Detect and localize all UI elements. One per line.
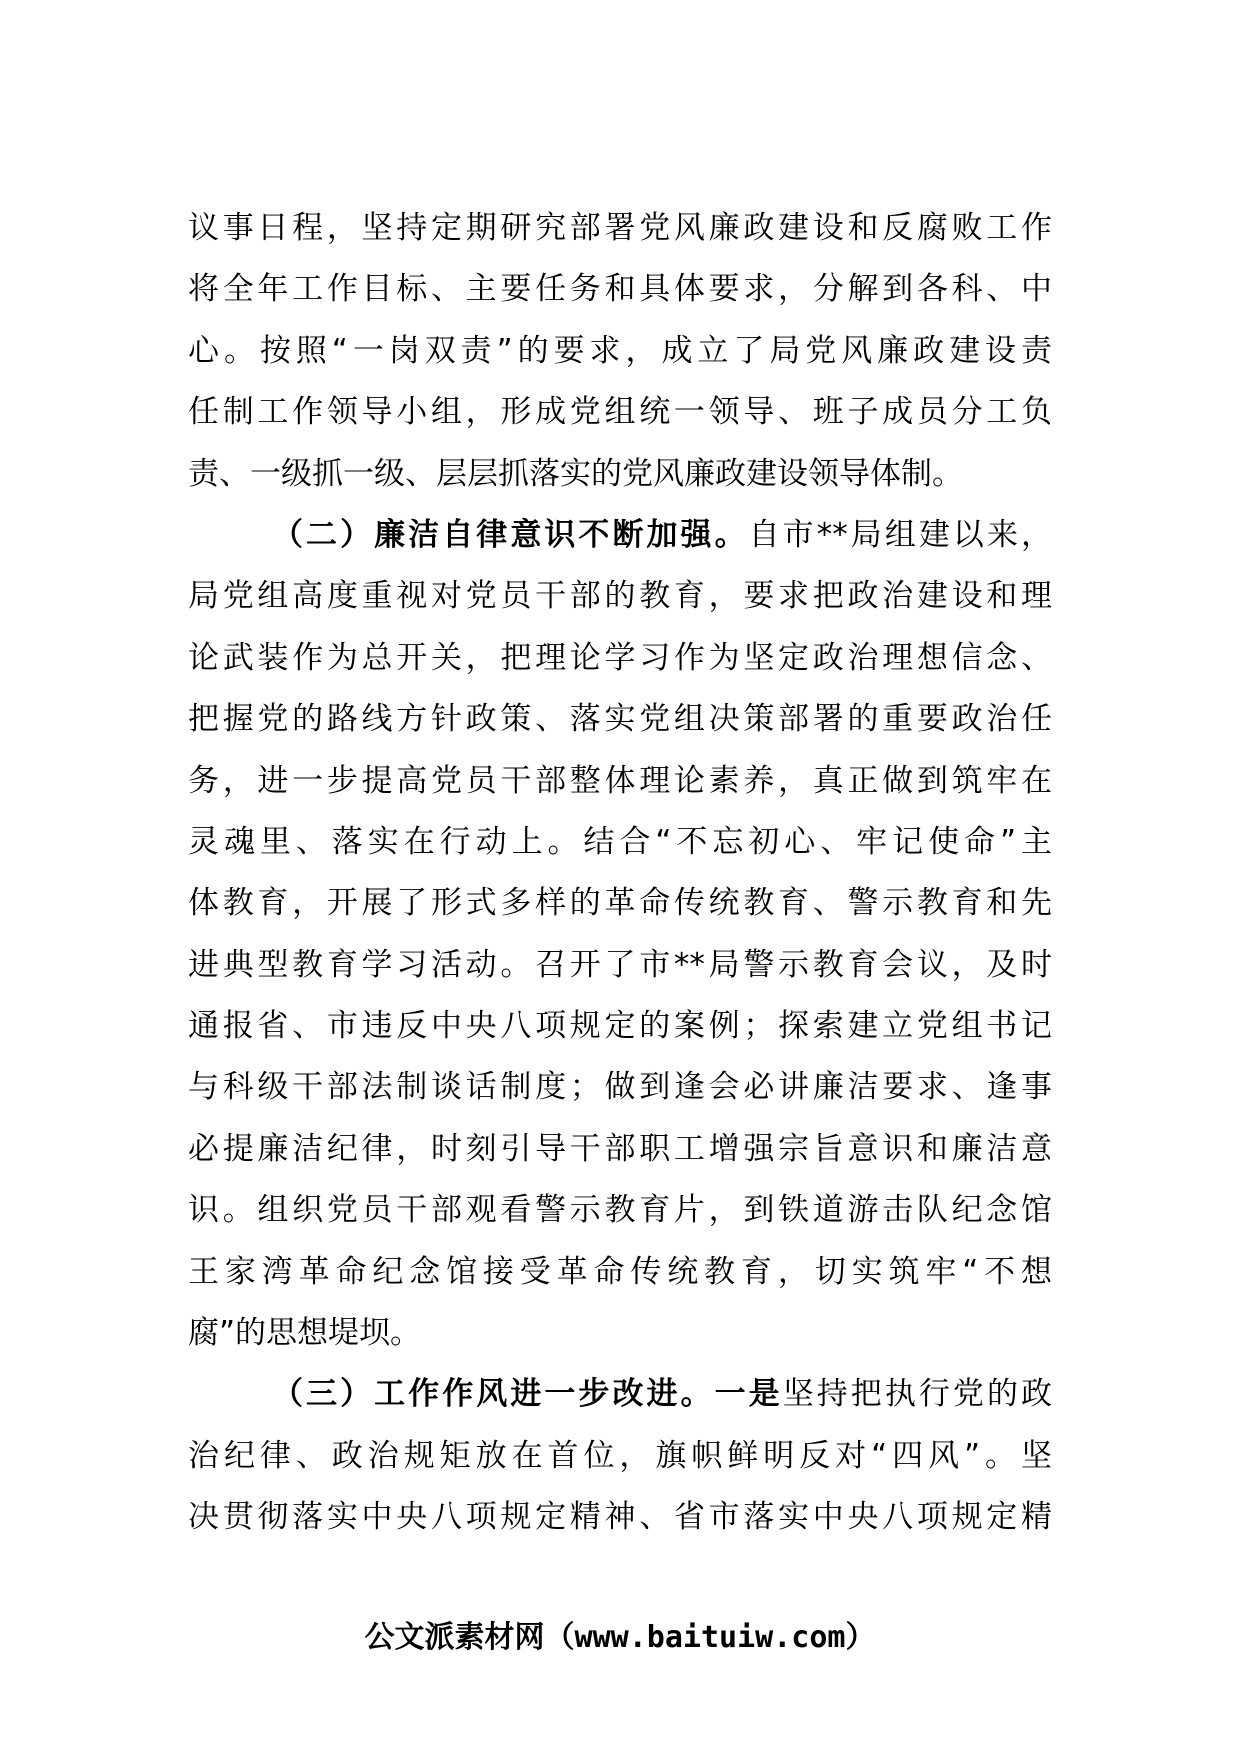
paragraph-line: 与科级干部法制谈话制度；做到逢会必讲廉洁要求、逢事 xyxy=(188,1069,1052,1106)
paragraph-line: 议事日程，坚持定期研究部署党风廉政建设和反腐败工作 xyxy=(188,210,1052,246)
section-3-first-line xyxy=(188,1364,1052,1425)
paragraph-line: 务，进一步提高党员干部整体理论素养，真正做到筑牢在 xyxy=(188,762,1052,799)
paragraph-line: 决贯彻落实中央八项规定精神、省市落实中央八项规定精 xyxy=(188,1499,1052,1536)
paragraph-line: 灵魂里、落实在行动上。结合“不忘初心、牢记使命”主 xyxy=(188,823,1052,860)
paragraph-line: 任制工作领导小组，形成党组统一领导、班子成员分工负 xyxy=(188,394,1052,431)
page-footer xyxy=(0,1612,1240,1656)
section-2-first-line xyxy=(188,505,1052,566)
section-2-heading: （二）廉洁自律意识不断加强。 xyxy=(272,516,749,553)
paragraph-line: 通报省、市违反中央八项规定的案例；探索建立党组书记 xyxy=(188,1008,1052,1045)
paragraph-line: 王家湾革命纪念馆接受革命传统教育，切实筑牢“不想 xyxy=(188,1253,1052,1290)
footer-url: （www.baituiw.com） xyxy=(544,1620,876,1655)
paragraph-line: 必提廉洁纪律，时刻引导干部职工增强宗旨意识和廉洁意 xyxy=(188,1130,1052,1167)
section-3-heading: （三）工作作风进一步改进。一是 xyxy=(272,1376,783,1413)
paragraph-line: 治纪律、政治规矩放在首位，旗帜鲜明反对“四风”。坚 xyxy=(188,1437,1052,1474)
paragraph-line: 把握党的路线方针政策、落实党组决策部署的重要政治任 xyxy=(188,701,1052,738)
paragraph-line: 局党组高度重视对党员干部的教育，要求把政治建设和理 xyxy=(188,578,1052,615)
paragraph-line: 责、一级抓一级、层层抓落实的党风廉政建设领导体制。 xyxy=(188,455,963,492)
footer-site-name: 公文派素材网 xyxy=(364,1620,545,1655)
paragraph-line: 论武装作为总开关，把理论学习作为坚定政治理想信念、 xyxy=(188,639,1052,676)
paragraph-line: 体教育，开展了形式多样的革命传统教育、警示教育和先 xyxy=(188,885,1052,922)
paragraph-line: 识。组织党员干部观看警示教育片，到铁道游击队纪念馆 xyxy=(188,1192,1052,1229)
paragraph-line: 心。按照“一岗双责”的要求，成立了局党风廉政建设责 xyxy=(188,332,1052,369)
section-2-first-line-text: 自市**局组建以来， xyxy=(748,516,1053,553)
paragraph-line: 将全年工作目标、主要任务和具体要求，分解到各科、中 xyxy=(188,271,1052,308)
paragraph-line: 腐”的思想堤坝。 xyxy=(188,1315,422,1352)
section-3-first-line-text: 坚持把执行党的政 xyxy=(782,1376,1053,1413)
document-body xyxy=(188,198,1052,1549)
paragraph-line: 进典型教育学习活动。召开了市**局警示教育会议，及时 xyxy=(188,946,1052,983)
